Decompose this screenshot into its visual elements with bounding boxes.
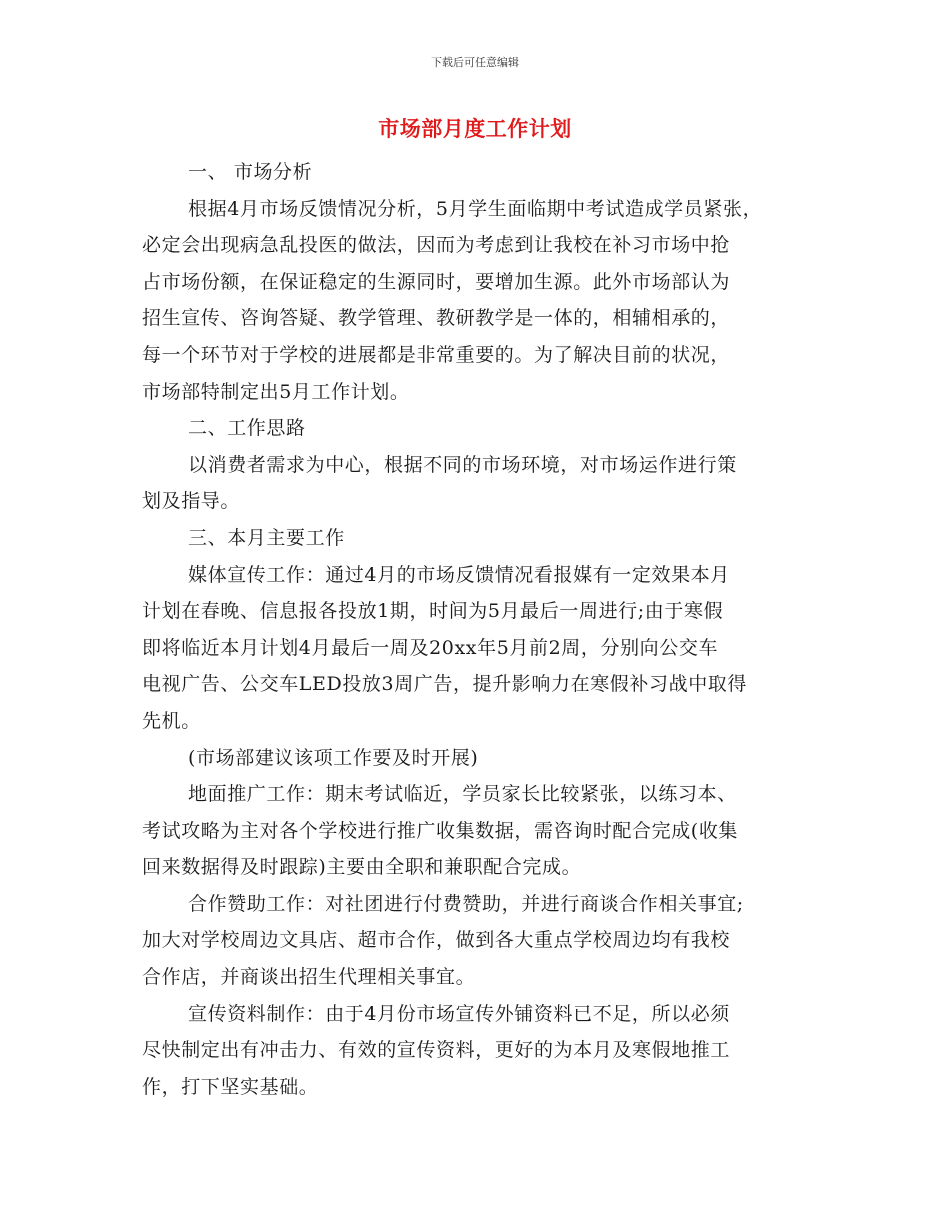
body-line: 尽快制定出有冲击力、有效的宣传资料，更好的为本月及寒假地推工: [142, 1039, 731, 1062]
body-line: 二、工作思路: [188, 417, 306, 440]
body-line: 根据4月市场反馈情况分析，5月学生面临期中考试造成学员紧张，: [188, 197, 763, 220]
body-line: 先机。: [142, 709, 201, 732]
header-note: 下载后可任意编辑: [431, 56, 519, 69]
body-line: 回来数据得及时跟踪)主要由全职和兼职配合完成。: [142, 856, 582, 879]
body-line: 电视广告、公交车LED投放3周广告，提升影响力在寒假补习战中取得: [142, 673, 748, 696]
body-line: 计划在春晚、信息报各投放1期，时间为5月最后一周进行;由于寒假: [142, 600, 724, 623]
body-line: 合作赞助工作：对社团进行付费赞助，并进行商谈合作相关事宜;: [188, 892, 744, 915]
body-line: 即将临近本月计划4月最后一周及20xx年5月前2周，分别向公交车: [142, 636, 719, 659]
body-line: 必定会出现病急乱投医的做法，因而为考虑到让我校在补习市场中抢: [142, 234, 731, 257]
body-line: 宣传资料制作：由于4月份市场宣传外铺资料已不足，所以必须: [188, 1002, 730, 1025]
body-line: 每一个环节对于学校的进展都是非常重要的。为了解决目前的状况，: [142, 343, 731, 366]
body-line: 地面推广工作：期末考试临近，学员家长比较紧张，以练习本、: [188, 783, 737, 806]
body-line: 三、本月主要工作: [188, 526, 345, 549]
body-line: (市场部建议该项工作要及时开展): [188, 746, 479, 769]
body-line: 一、 市场分析: [188, 161, 313, 183]
document-body: [142, 154, 842, 1105]
body-line: 合作店，并商谈出招生代理相关事宜。: [142, 966, 476, 989]
body-line: 媒体宣传工作：通过4月的市场反馈情况看报媒有一定效果本月: [188, 563, 730, 586]
body-line: 划及指导。: [142, 490, 241, 513]
body-line: 招生宣传、咨询答疑、教学管理、教研教学是一体的，相辅相承的，: [142, 307, 731, 330]
body-line: 占市场份额，在保证稳定的生源同时，要增加生源。此外市场部认为: [142, 270, 731, 293]
body-line: 考试攻略为主对各个学校进行推广收集数据，需咨询时配合完成(收集: [142, 819, 739, 842]
body-line: 以消费者需求为中心，根据不同的市场环境，对市场运作进行策: [188, 453, 737, 476]
body-line: 作，打下坚实基础。: [142, 1075, 319, 1098]
body-line: 市场部特制定出5月工作计划。: [142, 380, 410, 403]
body-line: 加大对学校周边文具店、超市合作，做到各大重点学校周边均有我校: [142, 929, 731, 952]
document-title: 市场部月度工作计划: [378, 117, 572, 141]
